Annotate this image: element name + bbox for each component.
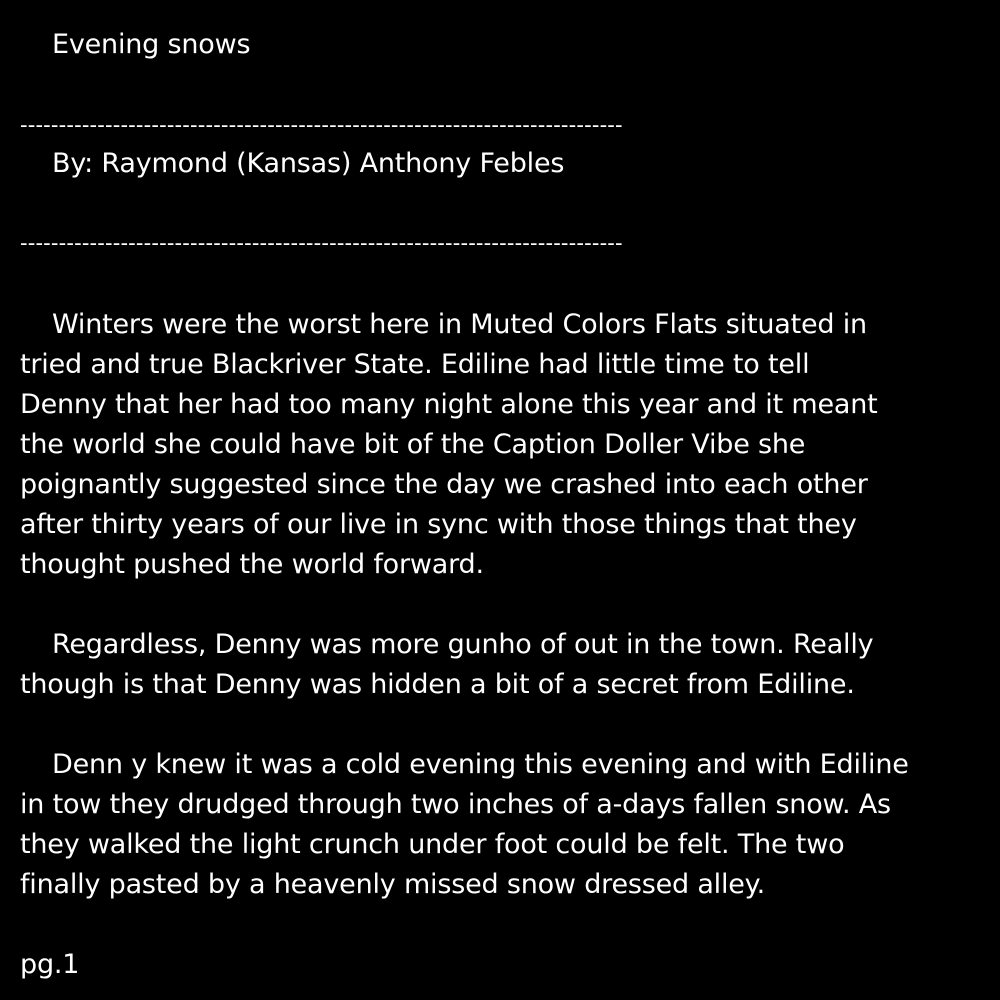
paragraph-line: the world she could have bit of the Caption Doller Vibe she xyxy=(20,429,806,460)
document-title: Evening snows xyxy=(52,29,251,60)
byline: By: Raymond (Kansas) Anthony Febles xyxy=(52,148,565,179)
paragraph-line: Denny that her had too many night alone this year and it meant xyxy=(20,389,878,420)
paragraph-line: after thirty years of our live in sync with those things that they xyxy=(20,509,857,540)
page-number: pg.1 xyxy=(20,949,80,980)
divider-line-bottom: ------------------------------------------------------------------------------ xyxy=(20,231,623,255)
paragraph-line: poignantly suggested since the day we crashed into each other xyxy=(20,469,868,500)
paragraph-line: they walked the light crunch under foot could be felt. The two xyxy=(20,829,845,860)
paragraph-line: Winters were the worst here in Muted Colors Flats situated in xyxy=(52,309,867,340)
paragraph-line: in tow they drudged through two inches of a-days fallen snow. As xyxy=(20,789,891,820)
divider-line-top: ------------------------------------------------------------------------------ xyxy=(20,113,623,137)
paragraph-line: finally pasted by a heavenly missed snow dressed alley. xyxy=(20,869,765,900)
paragraph-line: though is that Denny was hidden a bit of a secret from Ediline. xyxy=(20,669,855,700)
paragraph-line: thought pushed the world forward. xyxy=(20,549,484,580)
paragraph-line: Denn y knew it was a cold evening this evening and with Ediline xyxy=(52,749,909,780)
paragraph-line: tried and true Blackriver State. Ediline had little time to tell xyxy=(20,349,810,380)
paragraph-line: Regardless, Denny was more gunho of out in the town. Really xyxy=(52,629,874,660)
